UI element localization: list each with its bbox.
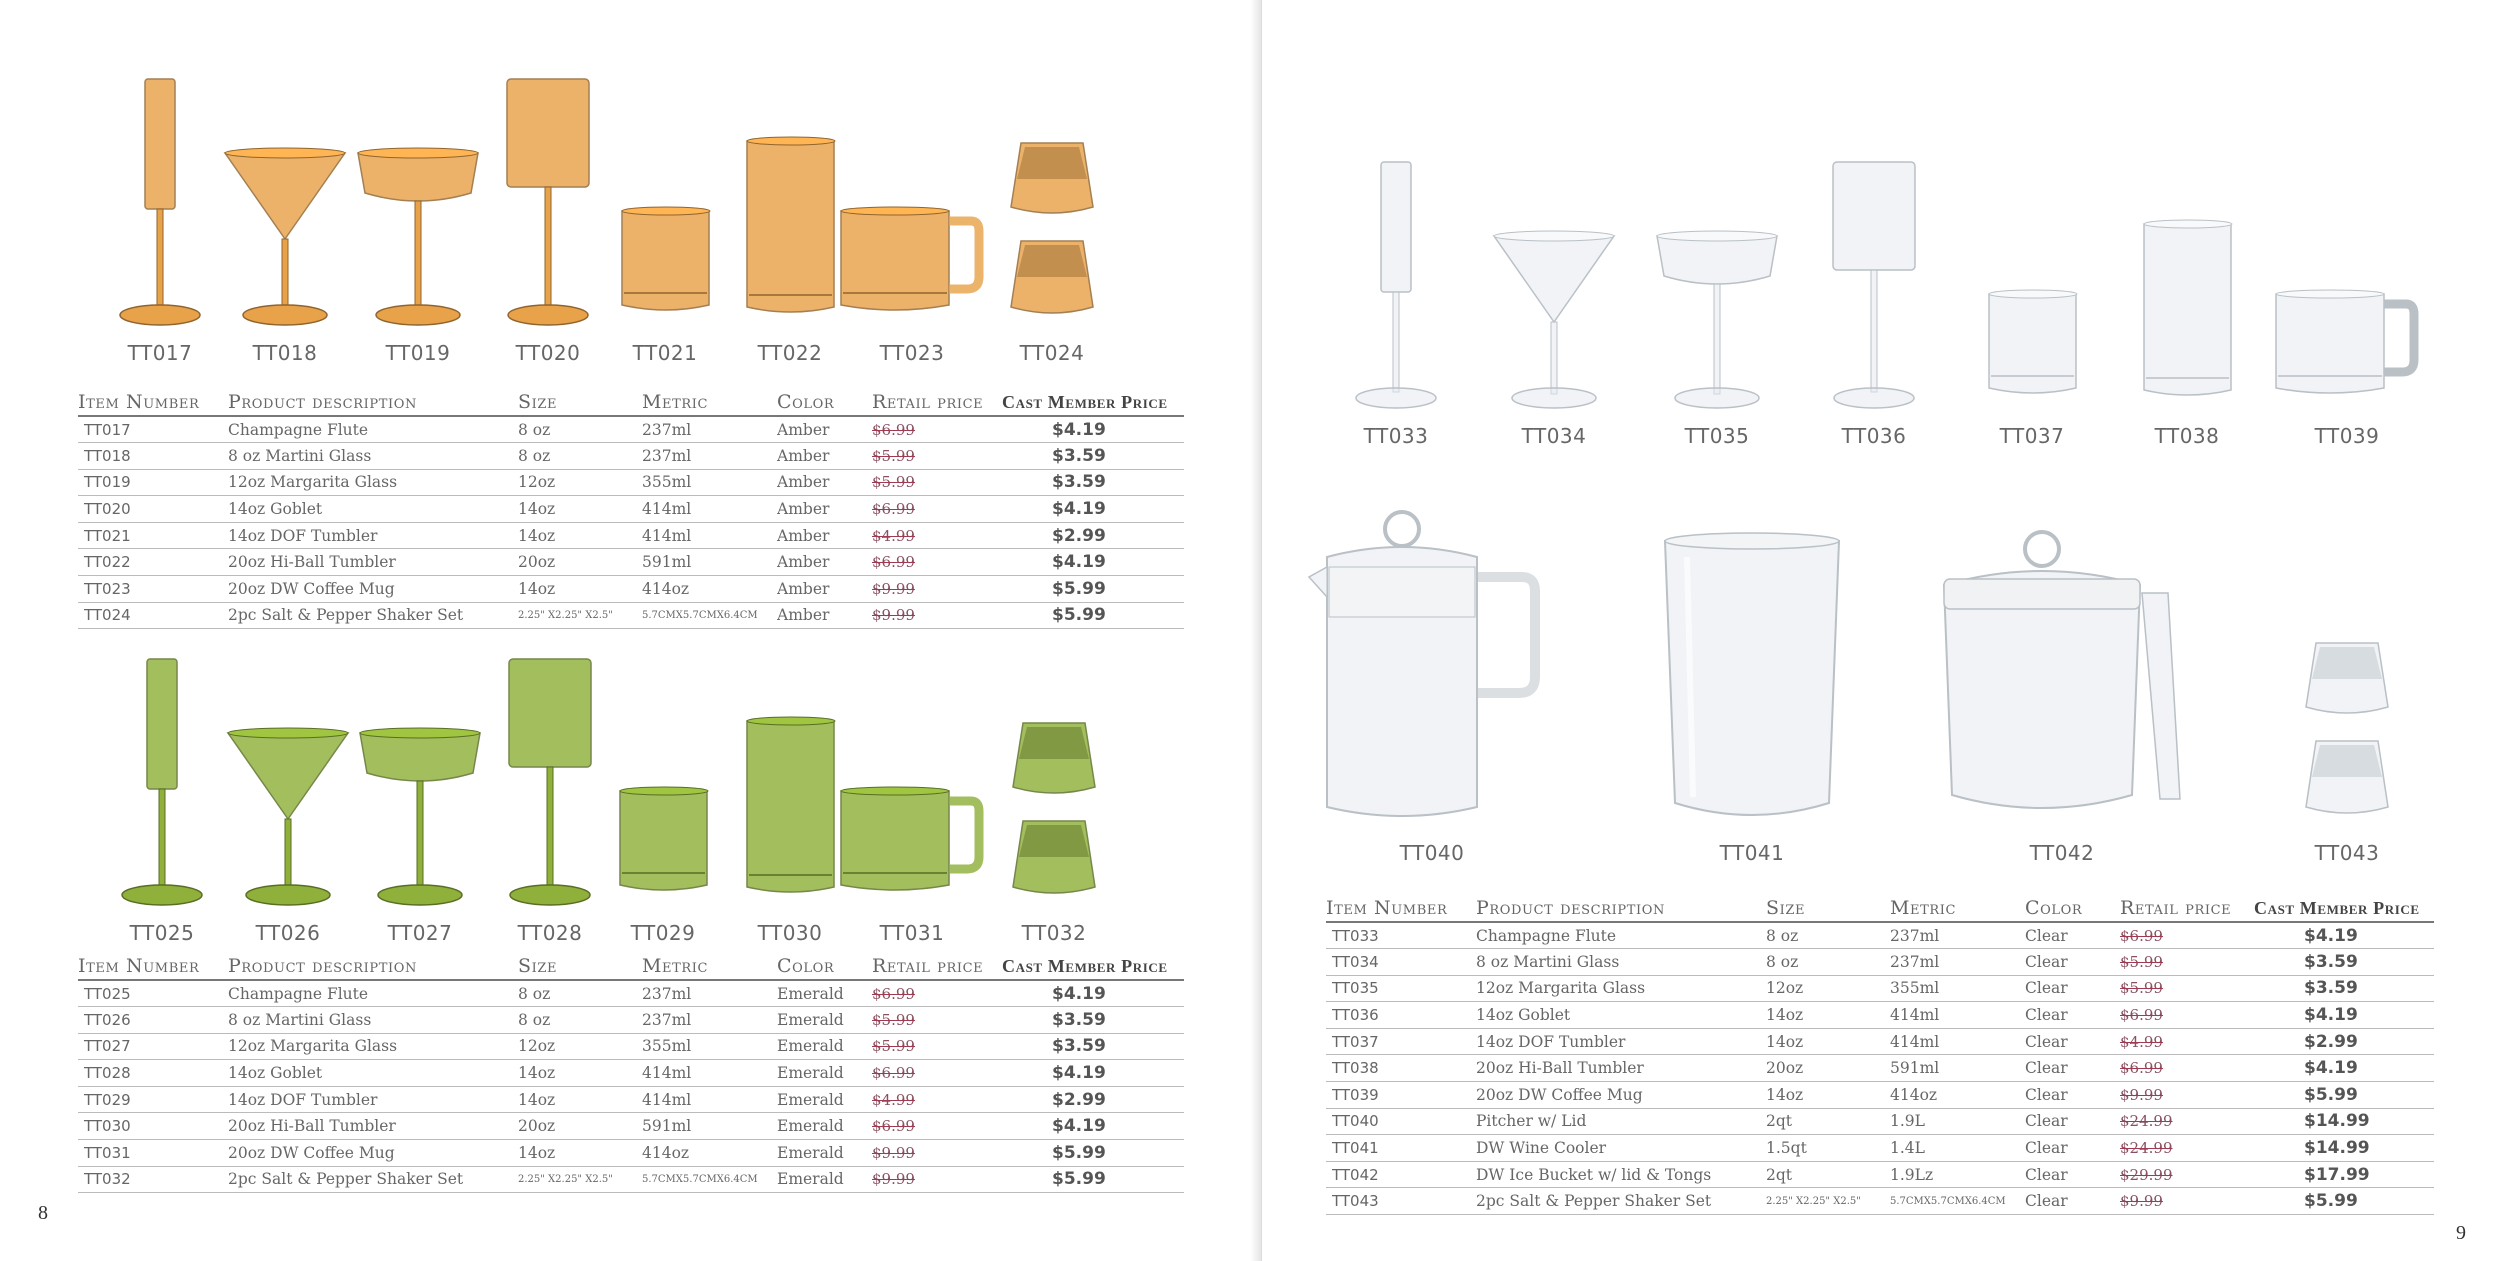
emerald-spec-table xyxy=(78,955,1184,1193)
cell-item-number: TT034 xyxy=(1326,949,1476,976)
cell-color: Amber xyxy=(777,469,872,496)
cell-color: Clear xyxy=(2025,1188,2120,1215)
cell-metric: 355ml xyxy=(642,1033,777,1060)
header-description: Product description xyxy=(228,391,518,416)
cell-item-number: TT029 xyxy=(78,1086,228,1113)
product-code-label: TT022 xyxy=(757,341,823,365)
cell-item-number: TT030 xyxy=(78,1113,228,1140)
cell-cast-member-price: $5.99 xyxy=(2254,1082,2434,1109)
cell-metric: 237ml xyxy=(1890,949,2025,976)
cell-size: 14oz xyxy=(1766,1082,1890,1109)
cell-size: 8 oz xyxy=(518,980,642,1007)
table-row xyxy=(1326,1082,2434,1109)
cell-description: DW Wine Cooler xyxy=(1476,1135,1766,1162)
cell-retail-price: $6.99 xyxy=(872,496,1002,523)
cell-description: 2pc Salt & Pepper Shaker Set xyxy=(1476,1188,1766,1215)
product-code-label: TT027 xyxy=(387,921,453,945)
cell-item-number: TT032 xyxy=(78,1166,228,1193)
product-code-label: TT029 xyxy=(630,921,696,945)
cell-cast-member-price: $17.99 xyxy=(2254,1161,2434,1188)
cell-retail-price: $5.99 xyxy=(2120,975,2254,1002)
cell-description: 20oz DW Coffee Mug xyxy=(228,576,518,603)
cell-cast-member-price: $5.99 xyxy=(1002,1140,1184,1167)
table-row xyxy=(1326,1188,2434,1215)
table-row xyxy=(1326,1108,2434,1135)
table-row xyxy=(1326,1028,2434,1055)
product-code-label: TT028 xyxy=(517,921,583,945)
header-item-number: Item Number xyxy=(78,955,228,980)
cell-cast-member-price: $4.19 xyxy=(1002,1113,1184,1140)
product-code-label: TT021 xyxy=(632,341,698,365)
cell-retail-price: $5.99 xyxy=(872,1033,1002,1060)
cell-size: 14oz xyxy=(518,1060,642,1087)
header-metric: Metric xyxy=(642,391,777,416)
cell-item-number: TT021 xyxy=(78,522,228,549)
cell-metric: 591ml xyxy=(642,549,777,576)
cell-color: Clear xyxy=(2025,1002,2120,1029)
cell-metric: 414ml xyxy=(642,1060,777,1087)
cell-description: 20oz Hi-Ball Tumbler xyxy=(228,1113,518,1140)
cell-description: 20oz Hi-Ball Tumbler xyxy=(1476,1055,1766,1082)
cell-color: Emerald xyxy=(777,1086,872,1113)
clear-spec-table xyxy=(1326,897,2434,1215)
cell-size: 8 oz xyxy=(1766,922,1890,949)
header-retail-price: Retail price xyxy=(872,955,1002,980)
cell-retail-price: $6.99 xyxy=(2120,1055,2254,1082)
product-code-label: TT026 xyxy=(255,921,321,945)
cell-description: Champagne Flute xyxy=(228,416,518,443)
cell-retail-price: $9.99 xyxy=(872,1140,1002,1167)
header-retail-price: Retail price xyxy=(872,391,1002,416)
cell-color: Clear xyxy=(2025,1028,2120,1055)
cell-description: 20oz DW Coffee Mug xyxy=(1476,1082,1766,1109)
cell-color: Clear xyxy=(2025,1161,2120,1188)
clear-product-row-2 xyxy=(1262,0,2500,865)
product-code-label: TT031 xyxy=(879,921,945,945)
header-size: Size xyxy=(518,391,642,416)
cell-color: Clear xyxy=(2025,949,2120,976)
cell-color: Emerald xyxy=(777,1140,872,1167)
product-code-label: TT041 xyxy=(1719,841,1785,865)
cell-retail-price: $24.99 xyxy=(2120,1135,2254,1162)
header-item-number: Item Number xyxy=(78,391,228,416)
product-image xyxy=(1612,527,1892,827)
product-code-label: TT034 xyxy=(1521,424,1587,448)
cell-item-number: TT027 xyxy=(78,1033,228,1060)
table-row xyxy=(78,1033,1184,1060)
cell-item-number: TT026 xyxy=(78,1007,228,1034)
header-metric: Metric xyxy=(642,955,777,980)
cell-size: 14oz xyxy=(1766,1002,1890,1029)
product-code-label: TT023 xyxy=(879,341,945,365)
cell-description: Champagne Flute xyxy=(1476,922,1766,949)
product-tt040 xyxy=(1292,507,1572,865)
cell-color: Clear xyxy=(2025,975,2120,1002)
product-tt041 xyxy=(1612,527,1892,865)
table-row xyxy=(78,1140,1184,1167)
cell-item-number: TT017 xyxy=(78,416,228,443)
cell-metric: 414ml xyxy=(642,496,777,523)
cell-size: 8 oz xyxy=(518,1007,642,1034)
cell-color: Emerald xyxy=(777,1033,872,1060)
product-code-label: TT019 xyxy=(385,341,451,365)
cell-item-number: TT043 xyxy=(1326,1188,1476,1215)
cell-retail-price: $4.99 xyxy=(2120,1028,2254,1055)
cell-cast-member-price: $5.99 xyxy=(2254,1188,2434,1215)
cell-size: 14oz xyxy=(518,1140,642,1167)
cell-description: 2pc Salt & Pepper Shaker Set xyxy=(228,1166,518,1193)
cell-color: Amber xyxy=(777,576,872,603)
cell-size: 20oz xyxy=(518,549,642,576)
cell-description: 12oz Margarita Glass xyxy=(1476,975,1766,1002)
product-code-label: TT043 xyxy=(2314,841,2380,865)
header-cast-member-price: Cast Member Price xyxy=(2254,897,2434,922)
cell-metric: 414oz xyxy=(642,576,777,603)
cell-item-number: TT022 xyxy=(78,549,228,576)
cell-metric: 237ml xyxy=(642,980,777,1007)
cell-metric: 237ml xyxy=(1890,922,2025,949)
cell-item-number: TT036 xyxy=(1326,1002,1476,1029)
cell-item-number: TT038 xyxy=(1326,1055,1476,1082)
cell-color: Emerald xyxy=(777,1113,872,1140)
cell-size: 1.5qt xyxy=(1766,1135,1890,1162)
cell-metric: 414oz xyxy=(1890,1082,2025,1109)
cell-item-number: TT019 xyxy=(78,469,228,496)
cell-description: 2pc Salt & Pepper Shaker Set xyxy=(228,602,518,629)
product-code-label: TT037 xyxy=(1999,424,2065,448)
header-color: Color xyxy=(777,955,872,980)
header-size: Size xyxy=(518,955,642,980)
cell-item-number: TT039 xyxy=(1326,1082,1476,1109)
cell-retail-price: $6.99 xyxy=(2120,922,2254,949)
cell-metric: 237ml xyxy=(642,416,777,443)
cell-size: 20oz xyxy=(1766,1055,1890,1082)
cell-item-number: TT025 xyxy=(78,980,228,1007)
table-row xyxy=(1326,1055,2434,1082)
cell-description: 20oz DW Coffee Mug xyxy=(228,1140,518,1167)
cell-size: 8 oz xyxy=(518,416,642,443)
cell-size: 2.25" X2.25" X2.5" xyxy=(1766,1188,1890,1215)
cell-cast-member-price: $4.19 xyxy=(1002,496,1184,523)
table-row xyxy=(78,1007,1184,1034)
header-metric: Metric xyxy=(1890,897,2025,922)
cell-retail-price: $5.99 xyxy=(872,469,1002,496)
table-row xyxy=(78,1166,1184,1193)
cell-metric: 414ml xyxy=(1890,1028,2025,1055)
cell-size: 12oz xyxy=(518,469,642,496)
cell-color: Amber xyxy=(777,522,872,549)
emerald-product-row xyxy=(0,0,1262,945)
product-code-label: TT039 xyxy=(2314,424,2380,448)
cell-cast-member-price: $3.59 xyxy=(2254,975,2434,1002)
cell-color: Emerald xyxy=(777,1007,872,1034)
cell-size: 14oz xyxy=(518,576,642,603)
cell-size: 14oz xyxy=(1766,1028,1890,1055)
cell-cast-member-price: $2.99 xyxy=(2254,1028,2434,1055)
cell-retail-price: $6.99 xyxy=(2120,1002,2254,1029)
cell-size: 14oz xyxy=(518,496,642,523)
cell-color: Clear xyxy=(2025,922,2120,949)
cell-cast-member-price: $4.19 xyxy=(2254,1002,2434,1029)
header-item-number: Item Number xyxy=(1326,897,1476,922)
table-row xyxy=(1326,1002,2434,1029)
product-code-label: TT033 xyxy=(1363,424,1429,448)
cell-description: 14oz Goblet xyxy=(228,496,518,523)
product-tt032 xyxy=(914,717,1194,945)
cell-size: 20oz xyxy=(518,1113,642,1140)
cell-description: Pitcher w/ Lid xyxy=(1476,1108,1766,1135)
header-cast-member-price: Cast Member Price xyxy=(1002,955,1184,980)
cell-description: 14oz DOF Tumbler xyxy=(228,1086,518,1113)
cell-cast-member-price: $5.99 xyxy=(1002,576,1184,603)
cell-retail-price: $5.99 xyxy=(2120,949,2254,976)
cell-color: Emerald xyxy=(777,1166,872,1193)
cell-description: 8 oz Martini Glass xyxy=(228,1007,518,1034)
cell-retail-price: $24.99 xyxy=(2120,1108,2254,1135)
cell-retail-price: $6.99 xyxy=(872,1113,1002,1140)
cell-cast-member-price: $4.19 xyxy=(1002,1060,1184,1087)
cell-item-number: TT033 xyxy=(1326,922,1476,949)
cell-metric: 355ml xyxy=(642,469,777,496)
cell-cast-member-price: $3.59 xyxy=(1002,443,1184,470)
table-row xyxy=(78,1060,1184,1087)
product-image xyxy=(1922,527,2202,827)
cell-cast-member-price: $14.99 xyxy=(2254,1135,2434,1162)
table-row xyxy=(1326,1135,2434,1162)
header-size: Size xyxy=(1766,897,1890,922)
cell-cast-member-price: $4.19 xyxy=(2254,1055,2434,1082)
cell-description: 20oz Hi-Ball Tumbler xyxy=(228,549,518,576)
product-code-label: TT030 xyxy=(757,921,823,945)
cell-item-number: TT042 xyxy=(1326,1161,1476,1188)
product-image xyxy=(1292,507,1572,827)
cell-description: Champagne Flute xyxy=(228,980,518,1007)
cell-metric: 414ml xyxy=(1890,1002,2025,1029)
header-description: Product description xyxy=(1476,897,1766,922)
cell-retail-price: $6.99 xyxy=(872,416,1002,443)
cell-metric: 414ml xyxy=(642,1086,777,1113)
cell-color: Amber xyxy=(777,416,872,443)
cell-retail-price: $29.99 xyxy=(2120,1161,2254,1188)
cell-retail-price: $6.99 xyxy=(872,549,1002,576)
cell-cast-member-price: $4.19 xyxy=(1002,980,1184,1007)
cell-item-number: TT020 xyxy=(78,496,228,523)
cell-color: Emerald xyxy=(777,1060,872,1087)
cell-size: 14oz xyxy=(518,1086,642,1113)
cell-retail-price: $5.99 xyxy=(872,443,1002,470)
product-code-label: TT024 xyxy=(1019,341,1085,365)
product-code-label: TT017 xyxy=(127,341,193,365)
table-row xyxy=(1326,922,2434,949)
cell-metric: 5.7CMX5.7CMX6.4CM xyxy=(642,602,777,629)
table-row xyxy=(78,980,1184,1007)
catalog-page-right xyxy=(1262,0,2500,1261)
cell-retail-price: $6.99 xyxy=(872,1060,1002,1087)
cell-description: 12oz Margarita Glass xyxy=(228,1033,518,1060)
table-row xyxy=(1326,949,2434,976)
cell-retail-price: $6.99 xyxy=(872,980,1002,1007)
cell-metric: 5.7CMX5.7CMX6.4CM xyxy=(1890,1188,2025,1215)
cell-size: 2.25" X2.25" X2.5" xyxy=(518,1166,642,1193)
product-code-label: TT032 xyxy=(1021,921,1087,945)
cell-cast-member-price: $14.99 xyxy=(2254,1108,2434,1135)
product-code-label: TT025 xyxy=(129,921,195,945)
cell-retail-price: $5.99 xyxy=(872,1007,1002,1034)
cell-cast-member-price: $3.59 xyxy=(1002,469,1184,496)
cell-metric: 237ml xyxy=(642,443,777,470)
cell-cast-member-price: $5.99 xyxy=(1002,1166,1184,1193)
cell-item-number: TT024 xyxy=(78,602,228,629)
cell-description: 14oz DOF Tumbler xyxy=(228,522,518,549)
cell-color: Amber xyxy=(777,496,872,523)
cell-metric: 414oz xyxy=(642,1140,777,1167)
product-code-label: TT040 xyxy=(1399,841,1465,865)
cell-retail-price: $4.99 xyxy=(872,522,1002,549)
cell-retail-price: $9.99 xyxy=(2120,1082,2254,1109)
cell-color: Amber xyxy=(777,602,872,629)
cell-cast-member-price: $3.59 xyxy=(2254,949,2434,976)
cell-description: 8 oz Martini Glass xyxy=(1476,949,1766,976)
cell-color: Clear xyxy=(2025,1082,2120,1109)
header-color: Color xyxy=(777,391,872,416)
cell-size: 12oz xyxy=(518,1033,642,1060)
cell-size: 14oz xyxy=(518,522,642,549)
cell-retail-price: $9.99 xyxy=(2120,1188,2254,1215)
cell-cast-member-price: $2.99 xyxy=(1002,522,1184,549)
cell-description: 8 oz Martini Glass xyxy=(228,443,518,470)
cell-color: Emerald xyxy=(777,980,872,1007)
table-row xyxy=(1326,975,2434,1002)
cell-item-number: TT031 xyxy=(78,1140,228,1167)
cell-item-number: TT035 xyxy=(1326,975,1476,1002)
cell-description: 14oz DOF Tumbler xyxy=(1476,1028,1766,1055)
product-code-label: TT036 xyxy=(1841,424,1907,448)
cell-description: 12oz Margarita Glass xyxy=(228,469,518,496)
cell-color: Clear xyxy=(2025,1135,2120,1162)
cell-description: 14oz Goblet xyxy=(1476,1002,1766,1029)
cell-metric: 591ml xyxy=(642,1113,777,1140)
cell-size: 8 oz xyxy=(1766,949,1890,976)
table-row xyxy=(1326,1161,2434,1188)
cell-cast-member-price: $3.59 xyxy=(1002,1007,1184,1034)
cell-item-number: TT023 xyxy=(78,576,228,603)
header-cast-member-price: Cast Member Price xyxy=(1002,391,1184,416)
product-image xyxy=(914,717,1194,907)
cell-metric: 1.9Lz xyxy=(1890,1161,2025,1188)
cell-metric: 1.9L xyxy=(1890,1108,2025,1135)
cell-metric: 237ml xyxy=(642,1007,777,1034)
product-code-label: TT038 xyxy=(2154,424,2220,448)
cell-metric: 414ml xyxy=(642,522,777,549)
product-image xyxy=(2207,637,2487,827)
table-row xyxy=(78,1086,1184,1113)
cell-retail-price: $9.99 xyxy=(872,576,1002,603)
cell-retail-price: $4.99 xyxy=(872,1086,1002,1113)
cell-description: DW Ice Bucket w/ lid & Tongs xyxy=(1476,1161,1766,1188)
cell-retail-price: $9.99 xyxy=(872,1166,1002,1193)
product-code-label: TT020 xyxy=(515,341,581,365)
cell-color: Clear xyxy=(2025,1108,2120,1135)
cell-cast-member-price: $2.99 xyxy=(1002,1086,1184,1113)
cell-item-number: TT037 xyxy=(1326,1028,1476,1055)
header-retail-price: Retail price xyxy=(2120,897,2254,922)
cell-item-number: TT018 xyxy=(78,443,228,470)
header-color: Color xyxy=(2025,897,2120,922)
product-code-label: TT018 xyxy=(252,341,318,365)
cell-metric: 1.4L xyxy=(1890,1135,2025,1162)
table-row xyxy=(78,1113,1184,1140)
cell-description: 14oz Goblet xyxy=(228,1060,518,1087)
product-tt043 xyxy=(2207,637,2487,865)
cell-item-number: TT041 xyxy=(1326,1135,1476,1162)
cell-color: Amber xyxy=(777,549,872,576)
cell-metric: 591ml xyxy=(1890,1055,2025,1082)
cell-retail-price: $9.99 xyxy=(872,602,1002,629)
product-tt042 xyxy=(1922,527,2202,865)
cell-size: 12oz xyxy=(1766,975,1890,1002)
header-description: Product description xyxy=(228,955,518,980)
cell-cast-member-price: $4.19 xyxy=(1002,549,1184,576)
cell-cast-member-price: $5.99 xyxy=(1002,602,1184,629)
cell-cast-member-price: $4.19 xyxy=(1002,416,1184,443)
cell-item-number: TT028 xyxy=(78,1060,228,1087)
cell-size: 2.25" X2.25" X2.5" xyxy=(518,602,642,629)
page-number-right: 9 xyxy=(2456,1222,2466,1244)
product-code-label: TT035 xyxy=(1684,424,1750,448)
cell-color: Clear xyxy=(2025,1055,2120,1082)
cell-metric: 355ml xyxy=(1890,975,2025,1002)
product-code-label: TT042 xyxy=(2029,841,2095,865)
cell-color: Amber xyxy=(777,443,872,470)
cell-item-number: TT040 xyxy=(1326,1108,1476,1135)
cell-size: 2qt xyxy=(1766,1161,1890,1188)
cell-metric: 5.7CMX5.7CMX6.4CM xyxy=(642,1166,777,1193)
cell-size: 2qt xyxy=(1766,1108,1890,1135)
cell-size: 8 oz xyxy=(518,443,642,470)
cell-cast-member-price: $4.19 xyxy=(2254,922,2434,949)
page-number-left: 8 xyxy=(38,1202,48,1224)
cell-cast-member-price: $3.59 xyxy=(1002,1033,1184,1060)
